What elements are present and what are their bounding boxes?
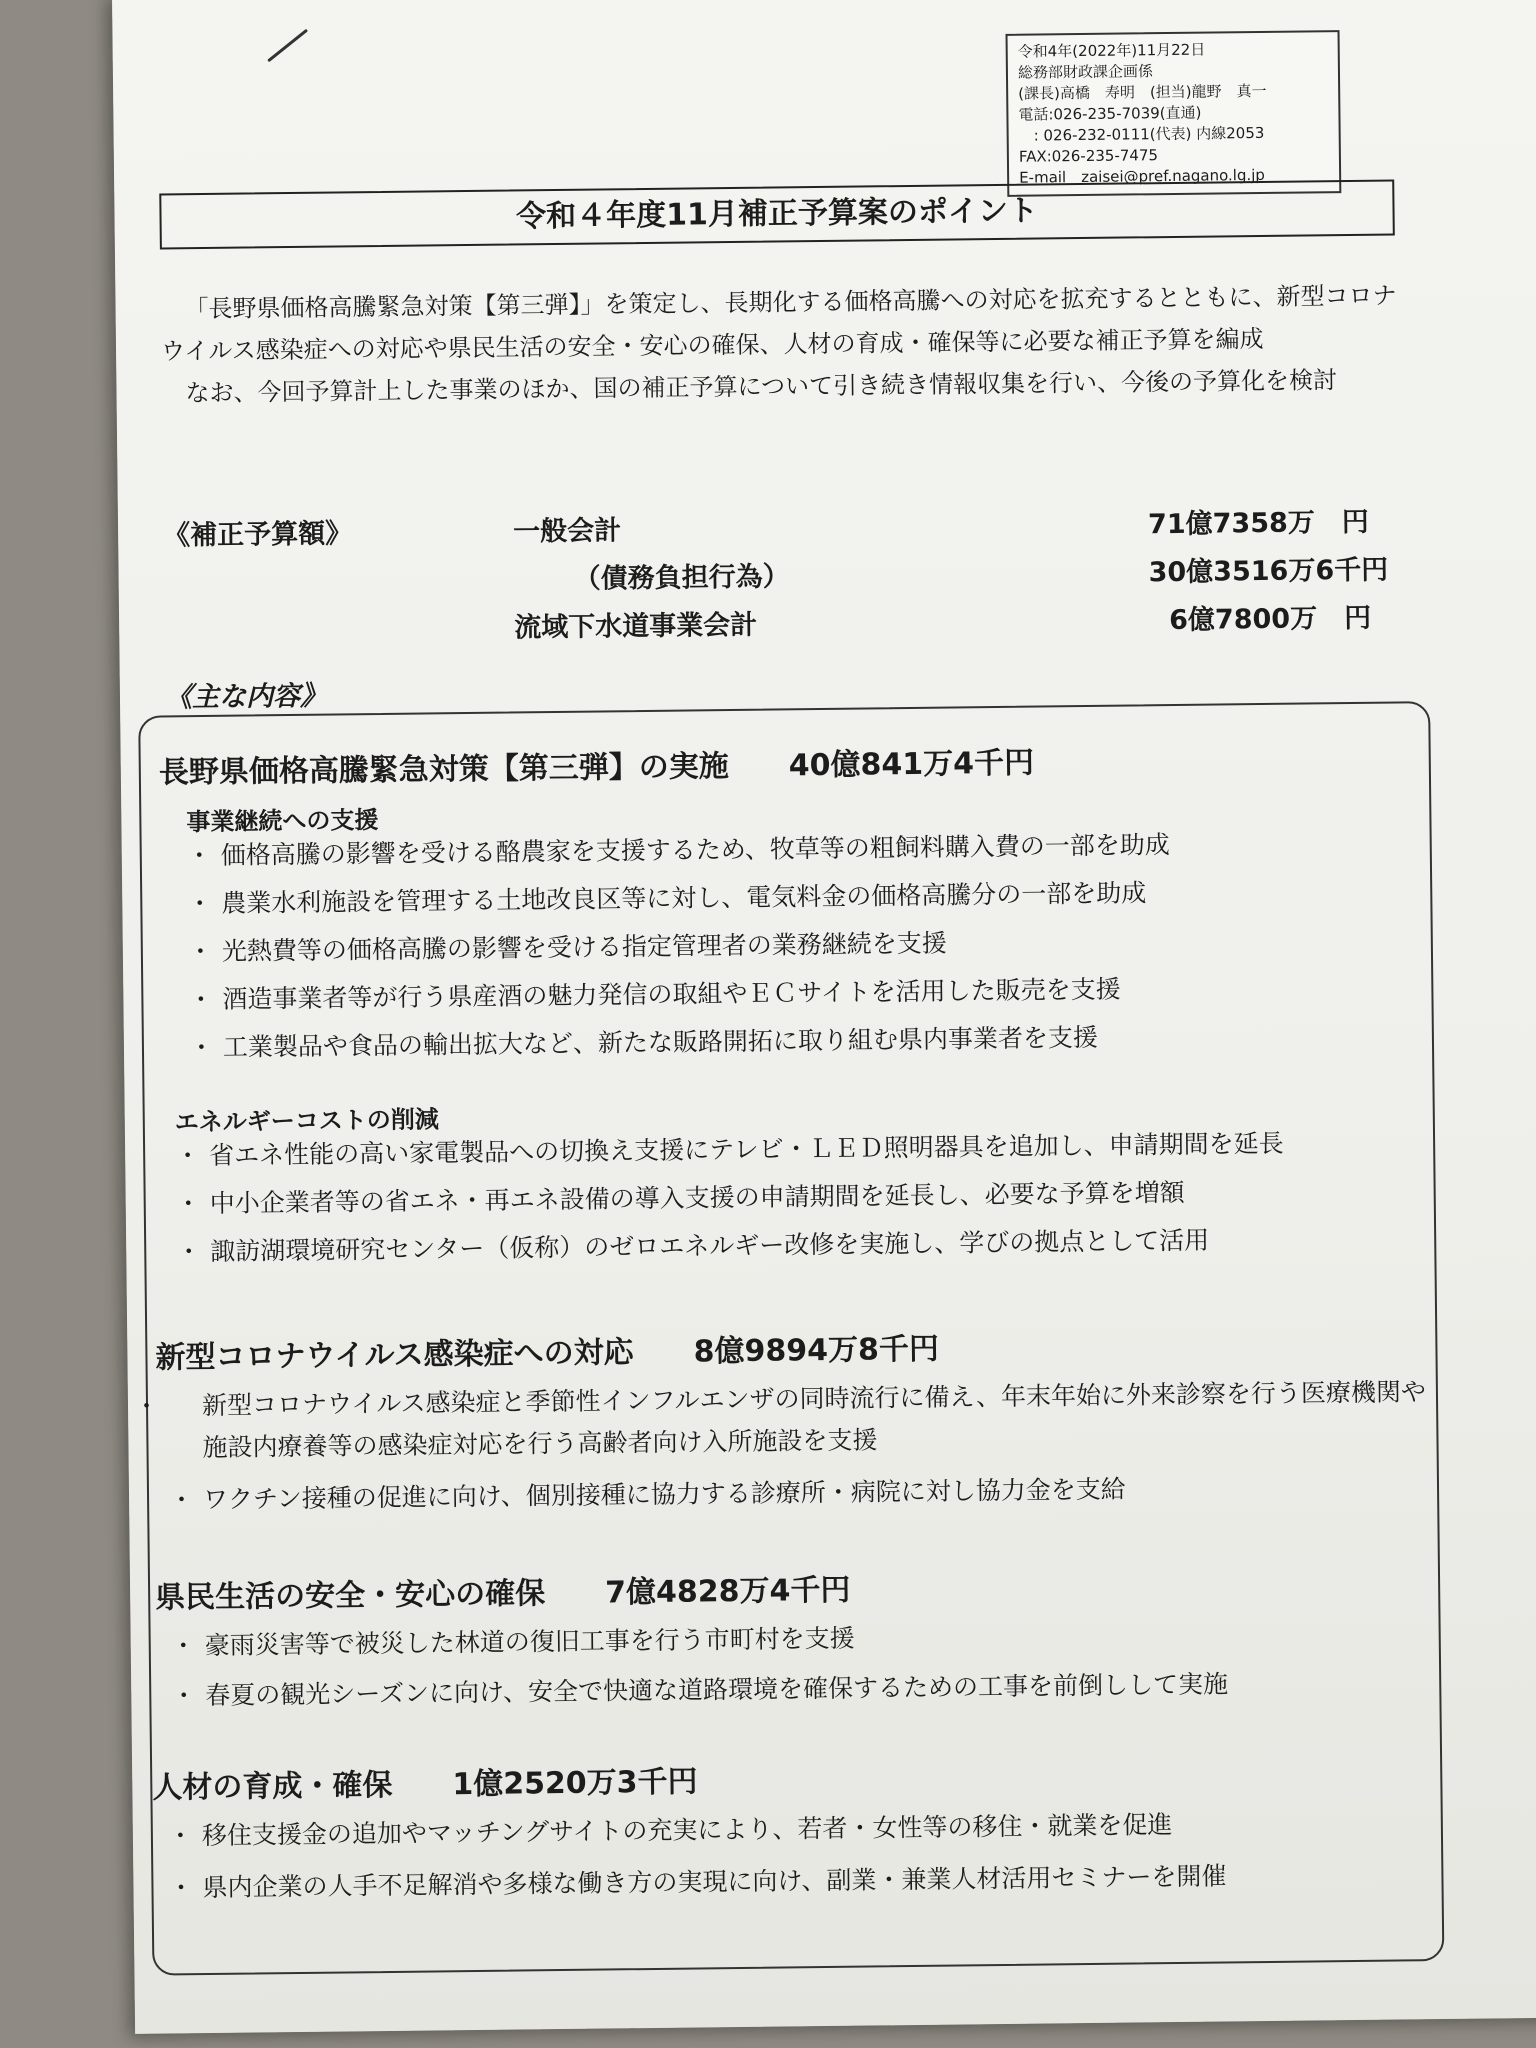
general-account-label: 一般会計 [512, 515, 622, 548]
contact-email: E-mail zaisei@pref.nagano.lg.jp [1019, 165, 1265, 187]
section-heading [155, 1324, 939, 1377]
debt-burden-label: （債務負担行為） [573, 561, 790, 595]
intro-paragraph: 「長野県価格高騰緊急対策【第三弾】」を策定し、長期化する価格高騰への対応を拡充するとともに、新型コロナウイルス感染症への対応や県民生活の安全・安心の確保、人材の育成・確保等に必要な補正予算を編成 [160, 281, 1397, 366]
contact-phone-rep: : 026-232-0111(代表) 内線2053 [1018, 123, 1265, 145]
contact-box [1006, 30, 1342, 197]
list-item: ・ 酒造事業者等が行う県産酒の魅力発信の取組やＥＣサイトを活用した販売を支援 [188, 974, 1121, 1015]
general-account-amount: 71億7358万 円 [1147, 506, 1369, 541]
list-item: ・ 春夏の観光シーズンに向け、安全で快適な道路環境を確保するための工事を前倒しして実施 [171, 1669, 1229, 1711]
pen-mark [267, 29, 308, 63]
section-amount: 1億2520万3千円 [452, 1764, 698, 1803]
contact-date: 令和4年(2022年)11月22日 [1017, 40, 1206, 61]
subsection-title: 事業継続への支援 [186, 806, 379, 837]
intro-paragraph: なお、今回予算計上した事業のほか、国の補正予算について引き続き情報収集を行い、今後の予算化を検討 [185, 366, 1338, 408]
page-title: 令和４年度11月補正予算案のポイント [159, 179, 1395, 249]
contact-phone: 電話:026-235-7039(直通) [1018, 103, 1202, 124]
list-item: ・ 価格高騰の影響を受ける酪農家を支援するため、牧草等の粗飼料購入費の一部を助成 [186, 830, 1170, 871]
section-heading [159, 738, 1035, 792]
section-title: 人材の育成・確保 [152, 1767, 393, 1806]
list-item: ・ ワクチン接種の促進に向け、個別接種に協力する診療所・病院に対し協力金を支給 [168, 1474, 1126, 1515]
section-amount: 7億4828万4千円 [604, 1572, 851, 1611]
section-title: 新型コロナウイルス感染症への対応 [155, 1335, 634, 1376]
debt-burden-amount: 30億3516万6千円 [1148, 554, 1389, 589]
list-item: ・ 中小企業者等の省エネ・再エネ設備の導入支援の申請期間を延長し、必要な予算を増額 [175, 1177, 1185, 1219]
main-contents-box [133, 701, 1444, 1976]
budget-label: 《補正予算額》 [162, 518, 353, 552]
list-item: ・ 諏訪湖環境研究センター（仮称）のゼロエネルギー改修を実施し、学びの拠点として活用 [176, 1225, 1210, 1267]
list-item: ・ 工業製品や食品の輸出拡大など、新たな販路開拓に取り組む県内事業者を支援 [188, 1022, 1099, 1063]
list-item: ・ 光熱費等の価格高騰の影響を受ける指定管理者の業務継続を支援 [187, 928, 948, 967]
contact-dept: 総務部財政課企画係 [1017, 62, 1154, 82]
section-amount: 40億841万4千円 [788, 745, 1035, 784]
list-item: ・ 移住支援金の追加やマッチングサイトの充実により、若者・女性等の移住・就業を促進 [167, 1810, 1173, 1851]
section-title: 県民生活の安全・安心の確保 [155, 1576, 546, 1616]
document-page [112, 0, 1536, 2034]
sewer-account-label: 流域下水道事業会計 [514, 609, 758, 644]
section-amount: 8億9894万8千円 [693, 1331, 940, 1370]
subsection-title: エネルギーコストの削減 [174, 1105, 439, 1137]
intro [160, 274, 1401, 414]
budget-summary [163, 499, 1425, 663]
sewer-account-amount: 6億7800万 円 [1169, 602, 1372, 637]
list-item: ・ 豪雨災害等で被災した林道の復旧工事を行う市町村を支援 [170, 1623, 855, 1661]
list-item: ・ 省エネ性能の高い家電製品への切換え支援にテレビ・ＬＥＤ照明器具を追加し、申請期間を延長 [175, 1128, 1284, 1171]
list-item: ・ 県内企業の人手不足解消や多様な働き方の実現に向け、副業・兼業人材活用セミナーを開催 [168, 1861, 1227, 1903]
list-item: ・ 農業水利施設を管理する土地改良区等に対し、電気料金の価格高騰分の一部を助成 [187, 878, 1147, 919]
list-item: ・ 新型コロナウイルス感染症と季節性インフルエンザの同時流行に備え、年末年始に外来診察を行う医療機関や施設内療養等の感染症対応を行う高齢者向け入所施設を支援 [133, 1377, 1427, 1463]
section-title: 長野県価格高騰緊急対策【第三弾】の実施 [158, 749, 730, 791]
contact-persons: (課長)高橋 寿明 (担当)龍野 真一 [1018, 81, 1267, 103]
contact-fax: FAX:026-235-7475 [1018, 146, 1159, 166]
section-heading [152, 1756, 698, 1806]
section-heading [155, 1565, 851, 1617]
main-contents-label: 《主な内容》 [164, 680, 328, 714]
